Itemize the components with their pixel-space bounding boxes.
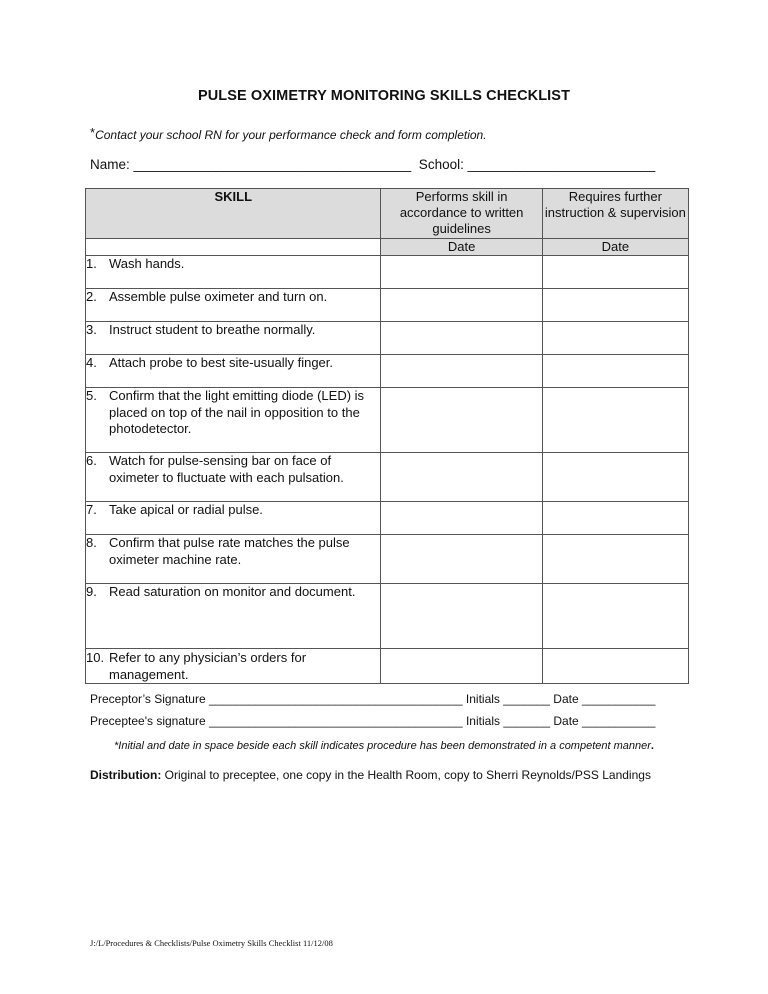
step-number: 1. bbox=[86, 256, 97, 271]
step-number: 8. bbox=[86, 535, 97, 550]
asterisk-mark: * bbox=[90, 125, 96, 140]
step-number: 6. bbox=[86, 453, 97, 468]
table-row bbox=[86, 289, 689, 322]
distribution-label: Distribution: bbox=[90, 768, 162, 782]
table-row bbox=[86, 388, 689, 453]
performs-date-cell[interactable] bbox=[381, 388, 542, 453]
requires-date-cell[interactable] bbox=[542, 453, 688, 502]
name-school-line[interactable]: Name: _____________________________________ School: _________________________ bbox=[90, 157, 656, 172]
performs-date-cell[interactable] bbox=[381, 322, 542, 355]
file-path-footer: J:/L/Procedures & Checklists/Pulse Oximetry Skills Checklist 11/12/08 bbox=[90, 938, 333, 948]
skill-step-4 bbox=[86, 355, 381, 388]
step-text: Take apical or radial pulse. bbox=[109, 502, 263, 517]
requires-header: Requires further instruction & supervision bbox=[542, 189, 688, 239]
contact-note-text: Contact your school RN for your performance check and form completion. bbox=[95, 128, 487, 142]
step-text: Watch for pulse-sensing bar on face of oximeter to fluctuate with each pulsation. bbox=[109, 453, 344, 485]
skill-header: SKILL bbox=[86, 189, 381, 239]
performs-date-cell[interactable] bbox=[381, 584, 542, 649]
step-text: Assemble pulse oximeter and turn on. bbox=[109, 289, 328, 304]
table-row bbox=[86, 584, 689, 649]
distribution-text: Original to preceptee, one copy in the Health Room, copy to Sherri Reynolds/PSS Landings bbox=[161, 768, 651, 782]
footnote-text: *Initial and date in space beside each skill indicates procedure has been demonstrated in a competent manner bbox=[114, 740, 651, 752]
table-row bbox=[86, 649, 689, 684]
skill-step-10 bbox=[86, 649, 381, 684]
preceptor-signature-line[interactable]: Preceptor’s Signature ______________________________________ Initials _______ Date ___________ bbox=[90, 692, 656, 706]
requires-date-cell[interactable] bbox=[542, 649, 688, 684]
skill-step-6 bbox=[86, 453, 381, 502]
skill-step-8 bbox=[86, 535, 381, 584]
step-number: 10. bbox=[86, 650, 105, 665]
step-text: Read saturation on monitor and document. bbox=[109, 584, 356, 599]
requires-date-cell[interactable] bbox=[542, 584, 688, 649]
skill-step-7 bbox=[86, 502, 381, 535]
table-row bbox=[86, 502, 689, 535]
requires-date-cell[interactable] bbox=[542, 322, 688, 355]
step-text: Confirm that the light emitting diode (LED) is placed on top of the nail in opposition to the photodetector. bbox=[109, 388, 365, 436]
performs-header: Performs skill in accordance to written guidelines bbox=[381, 189, 542, 239]
step-number: 9. bbox=[86, 584, 97, 599]
skill-step-3 bbox=[86, 322, 381, 355]
table-row bbox=[86, 535, 689, 584]
step-text: Confirm that pulse rate matches the pulse oximeter machine rate. bbox=[109, 535, 350, 567]
table-row bbox=[86, 322, 689, 355]
performs-date-cell[interactable] bbox=[381, 289, 542, 322]
distribution-line bbox=[90, 768, 651, 782]
requires-date-cell[interactable] bbox=[542, 535, 688, 584]
requires-date-cell[interactable] bbox=[542, 256, 688, 289]
requires-date-cell[interactable] bbox=[542, 289, 688, 322]
skill-step-1 bbox=[86, 256, 381, 289]
page-title: PULSE OXIMETRY MONITORING SKILLS CHECKLIST bbox=[197, 88, 571, 104]
requires-date-cell[interactable] bbox=[542, 502, 688, 535]
skills-table bbox=[85, 188, 689, 684]
performs-date-cell[interactable] bbox=[381, 355, 542, 388]
skill-step-9 bbox=[86, 584, 381, 649]
skill-step-2 bbox=[86, 289, 381, 322]
requires-date-cell[interactable] bbox=[542, 388, 688, 453]
step-text: Instruct student to breathe normally. bbox=[109, 322, 316, 337]
preceptee-signature-line[interactable]: Preceptee's signature ______________________________________ Initials _______ Date ___________ bbox=[90, 714, 656, 728]
skill-step-5 bbox=[86, 388, 381, 453]
contact-note bbox=[90, 125, 487, 142]
step-text: Attach probe to best site-usually finger. bbox=[109, 355, 334, 370]
performs-date-header: Date bbox=[381, 239, 542, 256]
table-row bbox=[86, 256, 689, 289]
requires-date-cell[interactable] bbox=[542, 355, 688, 388]
requires-date-header: Date bbox=[542, 239, 688, 256]
step-number: 2. bbox=[86, 289, 97, 304]
step-number: 4. bbox=[86, 355, 97, 370]
performs-date-cell[interactable] bbox=[381, 535, 542, 584]
footnote bbox=[0, 740, 768, 752]
step-number: 3. bbox=[86, 322, 97, 337]
performs-date-cell[interactable] bbox=[381, 256, 542, 289]
table-row bbox=[86, 453, 689, 502]
performs-date-cell[interactable] bbox=[381, 453, 542, 502]
skill-subheader bbox=[86, 239, 381, 256]
step-number: 5. bbox=[86, 388, 97, 403]
performs-date-cell[interactable] bbox=[381, 502, 542, 535]
step-text: Refer to any physician’s orders for management. bbox=[109, 650, 307, 682]
performs-date-cell[interactable] bbox=[381, 649, 542, 684]
table-row bbox=[86, 355, 689, 388]
step-number: 7. bbox=[86, 502, 97, 517]
footnote-period: . bbox=[650, 740, 654, 752]
step-text: Wash hands. bbox=[109, 256, 185, 271]
